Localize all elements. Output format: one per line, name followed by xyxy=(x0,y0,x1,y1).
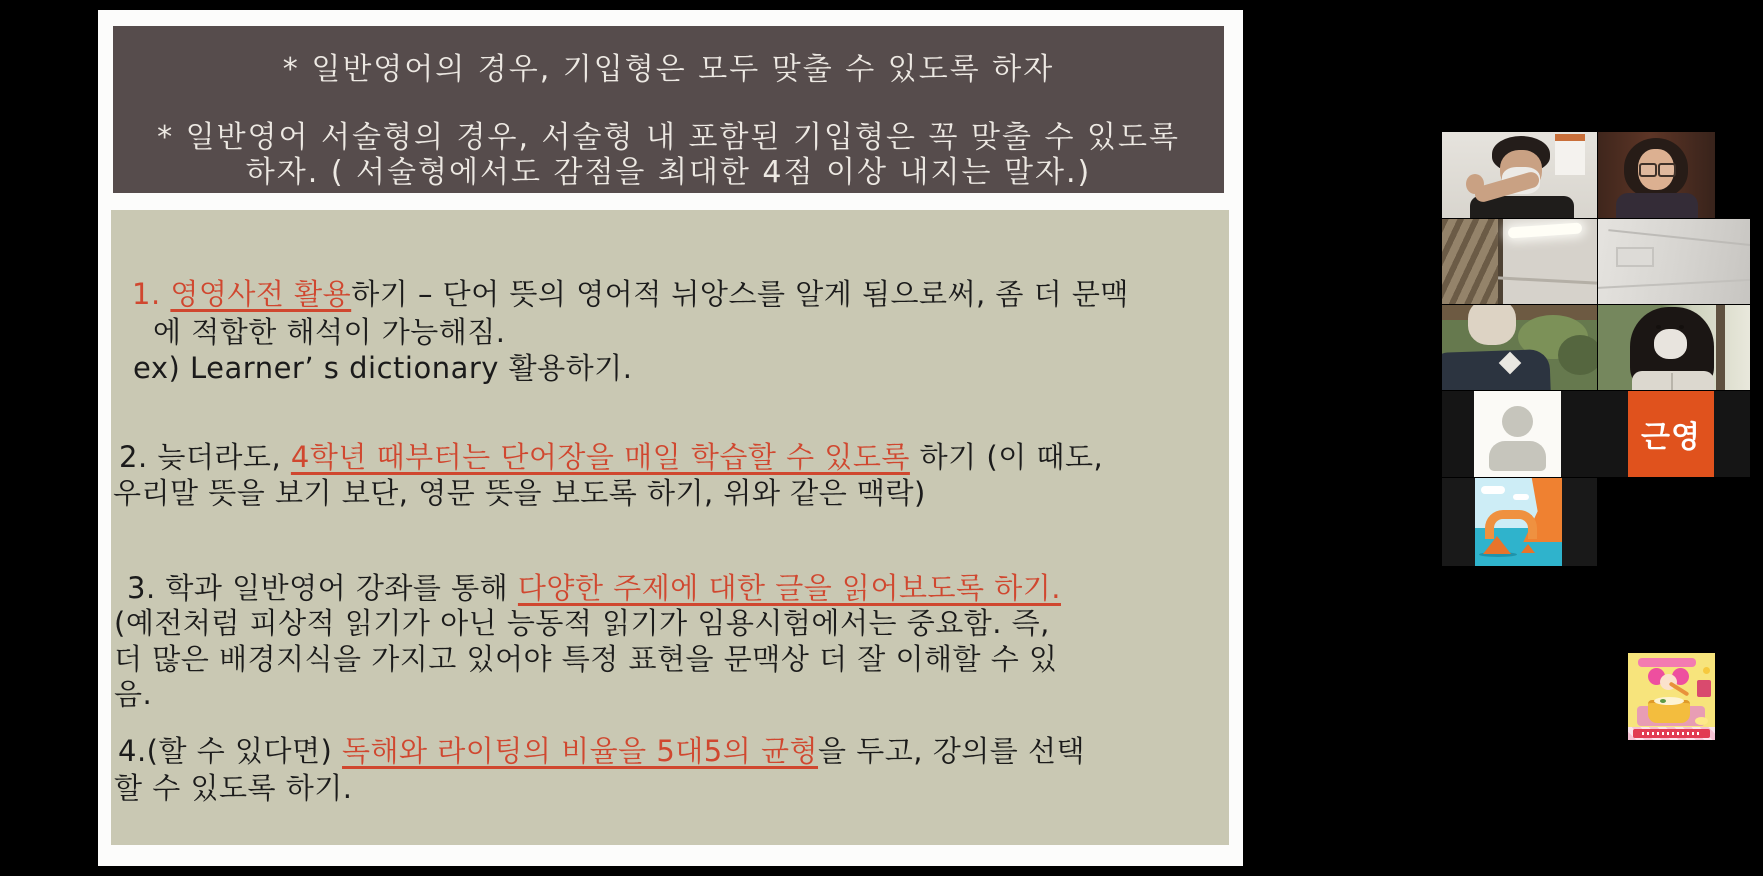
video-frame xyxy=(1598,132,1715,218)
item1-line2: 에 적합한 해석이 가능해짐. xyxy=(153,315,506,349)
ceiling-seam xyxy=(1598,279,1750,289)
glasses-icon xyxy=(1639,163,1657,177)
participant-no-video-avatar[interactable] xyxy=(1474,391,1561,477)
garnish xyxy=(1660,699,1666,703)
avatar-icon xyxy=(1502,406,1533,437)
participant-name-card[interactable] xyxy=(1628,391,1714,477)
sparkle-icon xyxy=(1703,667,1710,674)
ceiling-edge xyxy=(1498,276,1597,284)
tree-trunk xyxy=(1716,305,1725,390)
item3-line4: 음. xyxy=(114,677,153,711)
cartoon-title-banner xyxy=(1638,658,1696,667)
participant-video-man-pointing[interactable] xyxy=(1442,132,1597,218)
item1-line3: ex) Learner’ s dictionary 활용하기. xyxy=(133,351,633,385)
badge-icon xyxy=(1697,680,1711,697)
slide-content-box xyxy=(111,210,1229,845)
header-line-2: * 일반영어 서술형의 경우, 서술형 내 포함된 기입형은 꼭 맞출 수 있도록 xyxy=(157,120,1180,155)
roof-edge xyxy=(1442,305,1597,320)
item3-line2: (예전처럼 피상적 읽기가 아닌 능동적 읽기가 임용시험에서는 중요함. 즉, xyxy=(114,606,1050,640)
ceiling-light-icon xyxy=(1508,222,1583,238)
participant-image-cartoon-girl-cooking[interactable] xyxy=(1628,653,1715,740)
noodles xyxy=(1654,697,1684,705)
participant-video-ceiling[interactable] xyxy=(1598,219,1750,304)
item2-line2: 우리말 뜻을 보기 보단, 영문 뜻을 보도록 하기, 위와 같은 맥락) xyxy=(113,476,926,510)
tree-foliage xyxy=(1558,335,1597,375)
eye xyxy=(1656,325,1661,329)
participant-video-woman-glasses[interactable] xyxy=(1598,132,1750,218)
header-line-1: * 일반영어의 경우, 기입형은 모두 맞출 수 있도록 하자 xyxy=(282,52,1055,87)
shirt-placket xyxy=(1671,373,1673,390)
item1-line1: 1. 영영사전 활용하기 – 단어 뜻의 영어적 뉘앙스를 알게 됨으로써, 좀 더 문맥 xyxy=(132,277,1129,311)
rock-arch-icon xyxy=(1485,510,1537,539)
participant-video-woman-long-hair[interactable] xyxy=(1598,305,1750,390)
face-mask-icon xyxy=(1654,329,1687,359)
ceiling-vent-icon xyxy=(1616,247,1654,267)
avatar-icon xyxy=(1489,441,1546,471)
butter-dish xyxy=(1695,717,1708,725)
cloud-icon xyxy=(1481,486,1505,494)
window-icon xyxy=(1442,219,1503,304)
participant-image-coastal-illustration[interactable] xyxy=(1475,478,1562,566)
participant-video-room-window[interactable] xyxy=(1442,219,1597,304)
face-mask-icon xyxy=(1468,305,1516,345)
item3-line1: 3. 학과 일반영어 강좌를 통해 다양한 주제에 대한 글을 읽어보도록 하기. xyxy=(127,571,1061,605)
torso xyxy=(1616,193,1698,218)
ceiling-seam xyxy=(1608,229,1750,247)
calendar-icon xyxy=(1555,134,1585,175)
item2-line1: 2. 늦더라도, 4학년 때부터는 단어장을 매일 학습할 수 있도록 하기 (이 때도, xyxy=(119,440,1104,474)
shared-slide xyxy=(98,10,1243,866)
item3-line3: 더 많은 배경지식을 가지고 있어야 특정 표현을 문맥상 더 잘 이해할 수 있 xyxy=(114,642,1058,676)
slide-header-box xyxy=(113,26,1224,193)
item4-line1: 4.(할 수 있다면) 독해와 라이팅의 비율을 5대5의 균형을 두고, 강의를 선택 xyxy=(118,734,1086,768)
torso xyxy=(1632,371,1714,390)
eye xyxy=(1679,325,1684,329)
cloud-icon xyxy=(1513,494,1529,500)
banner-text xyxy=(1642,732,1700,735)
pointing-hand xyxy=(1466,174,1484,194)
glasses-icon xyxy=(1658,163,1676,177)
header-line-3: 하자. ( 서술형에서도 감점을 최대한 4점 이상 내지는 말자.) xyxy=(245,155,1092,190)
torso xyxy=(1442,349,1551,390)
item4-line2: 할 수 있도록 하기. xyxy=(114,771,353,805)
participant-video-masked-person-outdoors[interactable] xyxy=(1442,305,1597,390)
participant-name-label: 근영 xyxy=(1641,420,1701,455)
